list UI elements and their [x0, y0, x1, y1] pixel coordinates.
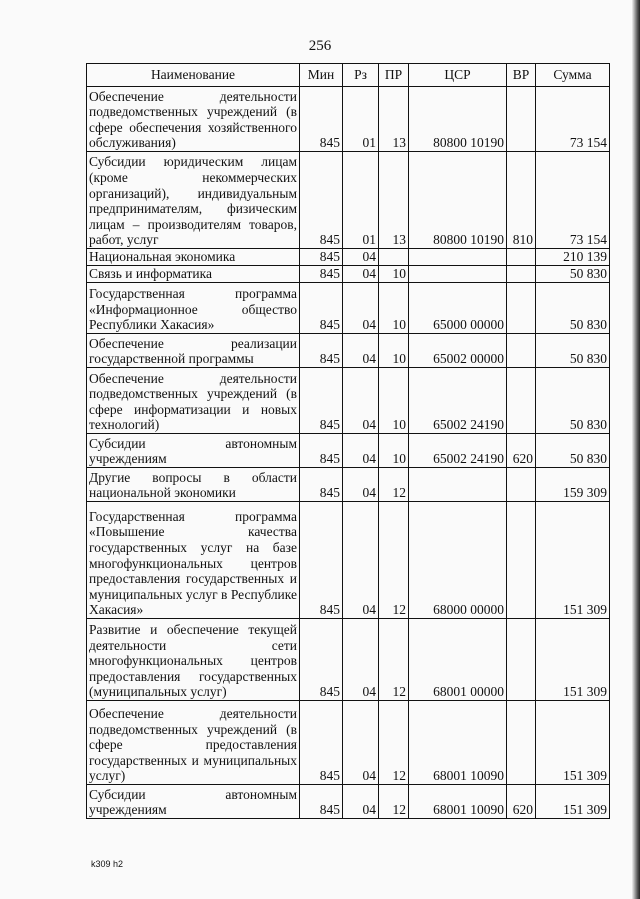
table-row	[87, 283, 610, 334]
row-pr	[379, 249, 409, 266]
row-name: Обеспечение реализации государственной программы	[87, 334, 300, 368]
row-rz: 04	[343, 502, 379, 619]
row-sum: 73 154	[536, 152, 610, 249]
row-name: Субсидии юридическим лицам (кроме некоммерческих организаций), индивидуальным предпринимателям, физическим лицам – производителям товаров, работ, услуг	[87, 152, 300, 249]
table-row	[87, 152, 610, 249]
row-min: 845	[300, 368, 343, 434]
row-pr: 12	[379, 502, 409, 619]
row-rz: 04	[343, 368, 379, 434]
row-rz: 04	[343, 701, 379, 785]
table-row	[87, 249, 610, 266]
row-sum: 50 830	[536, 434, 610, 468]
table-row	[87, 785, 610, 819]
header-min: Мин	[300, 64, 343, 87]
row-name: Национальная экономика	[87, 249, 300, 266]
header-rz: Рз	[343, 64, 379, 87]
row-vr	[507, 334, 536, 368]
row-name: Обеспечение деятельности подведомственных учреждений (в сфере информатизации и новых технологий)	[87, 368, 300, 434]
row-csr	[409, 249, 507, 266]
table-row	[87, 468, 610, 502]
row-vr	[507, 502, 536, 619]
row-name: Государственная программа «Повышение качества государственных услуг на базе многофункциональных центров предоставления государственных и муниципальных услуг в Республике Хакасия»	[87, 502, 300, 619]
row-sum: 50 830	[536, 266, 610, 283]
row-vr	[507, 266, 536, 283]
row-vr	[507, 701, 536, 785]
row-csr: 80800 10190	[409, 87, 507, 152]
row-csr: 68001 10090	[409, 785, 507, 819]
row-vr: 620	[507, 785, 536, 819]
table-body	[87, 87, 610, 819]
row-sum: 50 830	[536, 334, 610, 368]
row-csr: 68001 10090	[409, 701, 507, 785]
row-pr: 12	[379, 619, 409, 701]
row-pr: 10	[379, 368, 409, 434]
row-sum: 159 309	[536, 468, 610, 502]
row-name: Субсидии автономным учреждениям	[87, 785, 300, 819]
table-row	[87, 701, 610, 785]
table-row	[87, 619, 610, 701]
row-name: Другие вопросы в области национальной экономики	[87, 468, 300, 502]
row-pr: 10	[379, 434, 409, 468]
row-min: 845	[300, 785, 343, 819]
row-rz: 04	[343, 249, 379, 266]
table-row	[87, 334, 610, 368]
row-sum: 50 830	[536, 368, 610, 434]
row-sum: 50 830	[536, 283, 610, 334]
row-rz: 04	[343, 785, 379, 819]
header-csr: ЦСР	[409, 64, 507, 87]
row-sum: 210 139	[536, 249, 610, 266]
row-vr: 810	[507, 152, 536, 249]
row-name: Обеспечение деятельности подведомственных учреждений (в сфере предоставления государственных и муниципальных услуг)	[87, 701, 300, 785]
table-row	[87, 266, 610, 283]
row-min: 845	[300, 87, 343, 152]
row-pr: 10	[379, 334, 409, 368]
row-vr	[507, 368, 536, 434]
row-rz: 01	[343, 152, 379, 249]
row-csr: 65002 24190	[409, 434, 507, 468]
row-csr: 68000 00000	[409, 502, 507, 619]
row-csr	[409, 468, 507, 502]
row-csr	[409, 266, 507, 283]
header-name: Наименование	[87, 64, 300, 87]
row-csr: 80800 10190	[409, 152, 507, 249]
page-number: 256	[308, 38, 332, 54]
row-sum: 73 154	[536, 87, 610, 152]
table-row	[87, 434, 610, 468]
row-rz: 04	[343, 619, 379, 701]
row-name: Субсидии автономным учреждениям	[87, 434, 300, 468]
row-min: 845	[300, 249, 343, 266]
row-min: 845	[300, 434, 343, 468]
row-min: 845	[300, 283, 343, 334]
row-pr: 10	[379, 266, 409, 283]
scan-edge-shadow	[632, 0, 640, 899]
row-sum: 151 309	[536, 701, 610, 785]
table-row	[87, 368, 610, 434]
row-sum: 151 309	[536, 502, 610, 619]
row-min: 845	[300, 152, 343, 249]
row-name: Государственная программа «Информационное общество Республики Хакасия»	[87, 283, 300, 334]
row-vr	[507, 619, 536, 701]
row-sum: 151 309	[536, 785, 610, 819]
header-pr: ПР	[379, 64, 409, 87]
row-csr: 65002 00000	[409, 334, 507, 368]
table-header-row	[87, 64, 610, 87]
row-name: Развитие и обеспечение текущей деятельности сети многофункциональных центров предоставления государственных (муниципальных услуг)	[87, 619, 300, 701]
row-pr: 12	[379, 468, 409, 502]
row-min: 845	[300, 502, 343, 619]
row-name: Связь и информатика	[87, 266, 300, 283]
row-min: 845	[300, 619, 343, 701]
row-min: 845	[300, 468, 343, 502]
row-vr	[507, 468, 536, 502]
header-vr: ВР	[507, 64, 536, 87]
row-csr: 65002 24190	[409, 368, 507, 434]
row-vr	[507, 87, 536, 152]
row-vr	[507, 283, 536, 334]
row-min: 845	[300, 266, 343, 283]
row-pr: 12	[379, 701, 409, 785]
table-row	[87, 87, 610, 152]
row-rz: 04	[343, 434, 379, 468]
table-row	[87, 502, 610, 619]
row-pr: 10	[379, 283, 409, 334]
row-rz: 04	[343, 266, 379, 283]
row-vr	[507, 249, 536, 266]
budget-table	[86, 63, 610, 819]
row-pr: 13	[379, 152, 409, 249]
row-name: Обеспечение деятельности подведомственных учреждений (в сфере обеспечения хозяйственного обслуживания)	[87, 87, 300, 152]
header-sum: Сумма	[536, 64, 610, 87]
row-csr: 65000 00000	[409, 283, 507, 334]
row-sum: 151 309	[536, 619, 610, 701]
row-min: 845	[300, 334, 343, 368]
row-min: 845	[300, 701, 343, 785]
row-rz: 04	[343, 334, 379, 368]
row-pr: 13	[379, 87, 409, 152]
row-rz: 04	[343, 468, 379, 502]
row-pr: 12	[379, 785, 409, 819]
row-rz: 04	[343, 283, 379, 334]
row-rz: 01	[343, 87, 379, 152]
row-csr: 68001 00000	[409, 619, 507, 701]
row-vr: 620	[507, 434, 536, 468]
document-code: k309 h2	[91, 859, 124, 869]
